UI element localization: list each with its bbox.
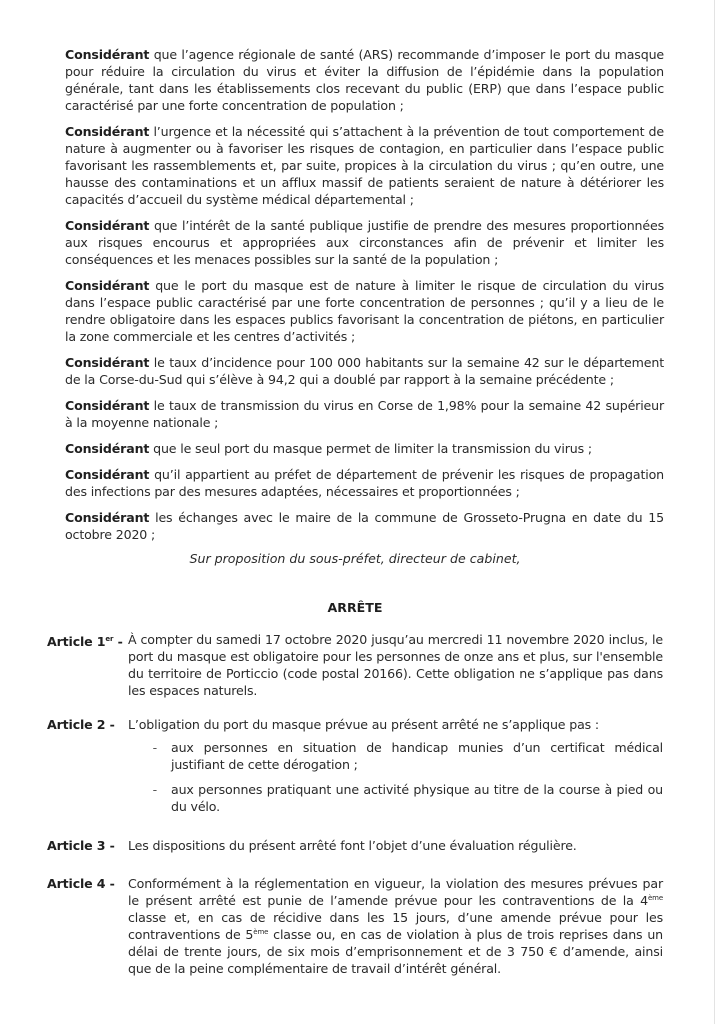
- ordinal-sup: ème: [253, 927, 269, 936]
- considerant-text: que l’agence régionale de santé (ARS) recommande d’imposer le port du masque pour réduire la circulation du virus et éviter la diffusion de l’épidémie dans la population générale, tant dans les établissements clos recevant du public (ERP) que dans l’espace public caractérisé par une forte concentration de population ;: [65, 47, 664, 113]
- article-text-part: classe et, en cas de récidive dans les 15 jours, d’une amende prévue pour les contraventions de 5: [128, 910, 663, 942]
- article-body: Les dispositions du présent arrêté font l’objet d’une évaluation régulière.: [128, 838, 577, 853]
- list-item-text: aux personnes pratiquant une activité physique au titre de la course à pied ou du vélo.: [171, 782, 663, 814]
- dash-bullet-icon: -: [152, 740, 157, 755]
- article-label-suffix: -: [113, 634, 123, 650]
- article-3: [47, 837, 663, 854]
- article-body: À compter du samedi 17 octobre 2020 jusqu’au mercredi 11 novembre 2020 inclus, le port du masque est obligatoire pour les personnes de onze ans et plus, sur l'ensemble du territoire de Porticcio (code postal 20166). Cette obligation ne s’applique pas dans les espaces naturels.: [128, 632, 663, 698]
- considerant-paragraph: [65, 354, 664, 388]
- considerant-paragraph: [65, 440, 664, 457]
- ordinal-sup: ème: [648, 893, 663, 902]
- considerant-lead: Considérant: [65, 218, 150, 233]
- articles-section: [47, 631, 663, 977]
- article-intro: L’obligation du port du masque prévue au présent arrêté ne s’applique pas :: [128, 717, 600, 732]
- considerant-paragraph: [65, 217, 664, 268]
- considerant-paragraph: [65, 277, 664, 345]
- considerant-paragraph: [65, 509, 664, 543]
- article-label: Article 2 -: [47, 717, 115, 732]
- considerant-text: qu’il appartient au préfet de département de prévenir les risques de propagation des infections par des mesures adaptées, nécessaires et proportionnées ;: [65, 467, 664, 499]
- dash-bullet-icon: -: [152, 782, 157, 797]
- considerant-text: l’urgence et la nécessité qui s’attachent à la prévention de tout comportement de nature à augmenter ou à favoriser les risques de contagion, en particulier dans l’espace public favorisant les rassemblements et, par suite, propices à la circulation du virus ; qu’en outre, une hausse des contaminations et un afflux massif de patients seraient de nature à détériorer les capacités d’accueil du système médical départemental ;: [65, 124, 664, 207]
- article-label: Article 3 -: [47, 838, 115, 853]
- article-1: [47, 631, 663, 699]
- considerant-paragraph: [65, 46, 664, 114]
- proposition-line: Sur proposition du sous-préfet, directeur de cabinet,: [189, 551, 521, 566]
- arrete-heading: ARRÊTE: [327, 600, 383, 615]
- article-2: [47, 716, 663, 823]
- considerant-lead: Considérant: [65, 398, 150, 413]
- considerant-text: que le seul port du masque permet de limiter la transmission du virus ;: [149, 441, 592, 456]
- considerant-paragraph: [65, 397, 664, 431]
- considerant-paragraph: [65, 466, 664, 500]
- considerant-lead: Considérant: [65, 355, 150, 370]
- list-item-text: aux personnes en situation de handicap munies d’un certificat médical justifiant de cette dérogation ;: [171, 740, 663, 772]
- considerant-lead: Considérant: [65, 47, 150, 62]
- article-body: [128, 875, 663, 977]
- list-item: [128, 781, 663, 815]
- considerant-text: le taux d’incidence pour 100 000 habitants sur la semaine 42 sur le département de la Corse-du-Sud qui s’élève à 94,2 qui a doublé par rapport à la semaine précédente ;: [65, 355, 664, 387]
- considerant-text: les échanges avec le maire de la commune de Grosseto-Prugna en date du 15 octobre 2020 ;: [65, 510, 664, 542]
- article-4: [47, 875, 663, 977]
- considerant-text: le taux de transmission du virus en Corse de 1,98% pour la semaine 42 supérieur à la moyenne nationale ;: [65, 398, 664, 430]
- article-text-part: Conformément à la réglementation en vigueur, la violation des mesures prévues par le présent arrêté est punie de l’amende prévue pour les contraventions de la 4: [128, 876, 663, 908]
- scan-edge-line: [714, 0, 715, 1024]
- article-label: [47, 631, 128, 699]
- considerant-lead: Considérant: [65, 467, 150, 482]
- considerant-paragraph: [65, 123, 664, 208]
- considerant-lead: Considérant: [65, 124, 150, 139]
- exemption-list: [128, 739, 663, 815]
- considerant-lead: Considérant: [65, 441, 150, 456]
- considerant-lead: Considérant: [65, 278, 150, 293]
- considerant-lead: Considérant: [65, 510, 150, 525]
- article-label-text: Article 1: [47, 634, 106, 650]
- list-item: [128, 739, 663, 773]
- article-body: [128, 716, 663, 823]
- article-label-sup: er: [105, 635, 114, 643]
- article-text-part: classe ou, en cas de violation à plus de trois reprises dans un délai de trente jours, de six mois d’emprisonnement et de 3 750 € d’amende, ainsi que de la peine complémentaire de travail d’intérêt général.: [128, 927, 663, 976]
- article-label: Article 4 -: [47, 876, 115, 891]
- considerant-text: que l’intérêt de la santé publique justifie de prendre des mesures proportionnées aux risques encourus et appropriées aux circonstances afin de prévenir et limiter les conséquences et les menaces possibles sur la santé de la population ;: [65, 218, 664, 267]
- considerants-section: [65, 46, 664, 552]
- considerant-text: que le port du masque est de nature à limiter le risque de circulation du virus dans l’espace public caractérisé par une forte concentration de personnes ; qu’il y a lieu de le rendre obligatoire dans les espaces publics favorisant la concentration de piétons, en particulier la zone commerciale et les centres d’activités ;: [65, 278, 664, 344]
